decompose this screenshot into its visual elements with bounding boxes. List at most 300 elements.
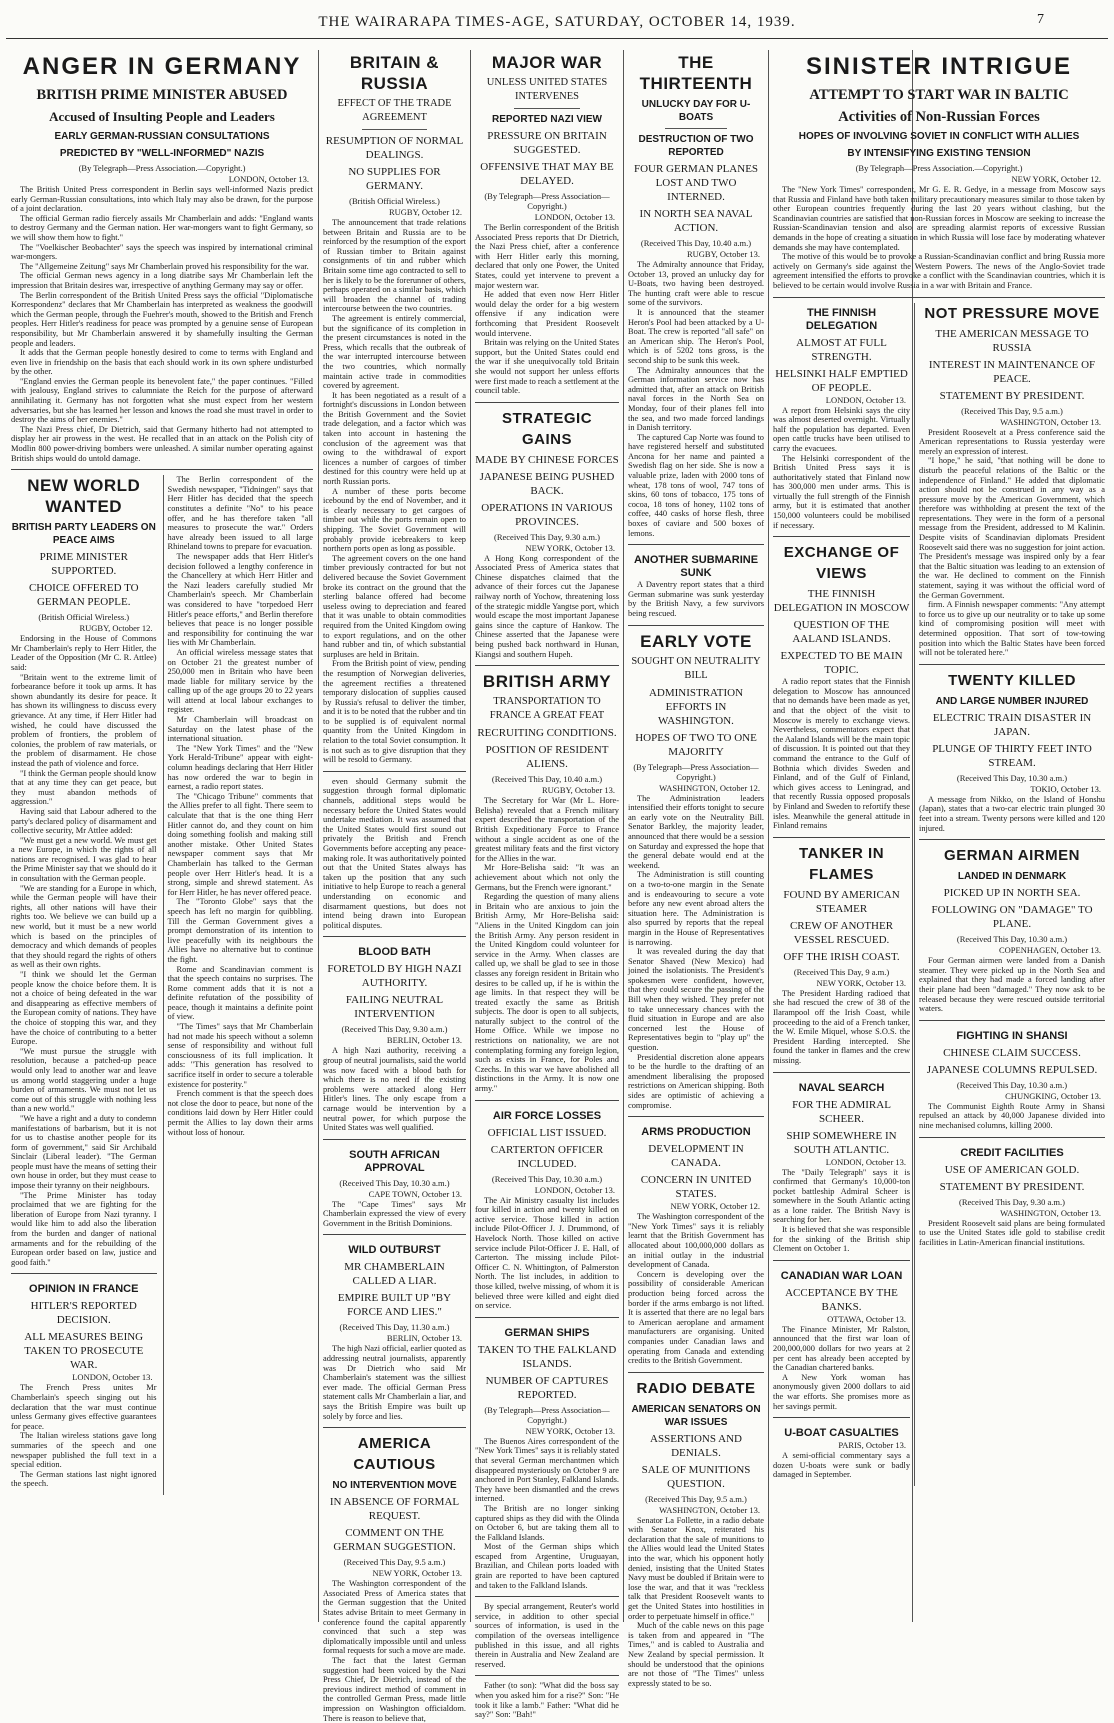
credit-line: (Received This Day, 9.30 a.m.) [341, 1024, 448, 1035]
dateline: WASHINGTON, October 13. [1000, 1207, 1101, 1218]
headline: THE THIRTEENTH [639, 53, 753, 93]
article-another-submarine-sunk [628, 544, 764, 618]
headline: TWENTY KILLED [948, 671, 1076, 689]
paragraph: Rome and Scandinavian comment is that the speech contains no surprises. The Rome comment adds that it is not a definite refutation of the possibility of peace, though it maintains a definite point of view. [167, 964, 313, 1022]
paragraph: Having said that Labour adhered to the party's declared policy of disarmament and collective security, Mr Attlee added: [11, 806, 157, 836]
paragraph: even should Germany submit the suggestion through formal diplomatic channels, additional steps would be necessary before the United States would undertake mediation. It was assumed that the United States would first sound out privately the British and French Governments before accepting any peace-making role. It was authoritatively pointed out that the United States always has taken up the position that any such initiative to help Europe to reach a general understanding on economic and disarmament questions, but does not intend being drawn into European political disputes. [323, 776, 466, 930]
paragraph: "I think we should let the German people know the choice before them. It is not a choice of being defeated in the war and disappearing as effective members of the European comity of nations. They have the choice of stopping this war, and they have the choice of contributing to a better Europe. [11, 970, 157, 1047]
headline: NOT PRESSURE MOVE [924, 304, 1100, 322]
paragraph: The Administration leaders intensified their efforts tonight to secure an early vote on the Neutrality Bill. Senator Barkley, the majority leader, announced that there would be a session on Saturday and expressed the hope that the general debate would end at the weekend. [628, 793, 764, 870]
article-body [323, 1344, 466, 1421]
deck: UNLUCKY DAY FOR U-BOATS [641, 99, 751, 123]
credit-line: (British Official Wireless.) [38, 612, 130, 623]
paragraph: The "New York Times" correspondent, Mr G. E. R. Gedye, in a message from Moscow says that Russia and Finland have both taken military precautionary measures similar to those taken by other European countries frequently during the last 20 years without clashing, but the Scandinavian countries are satisfied that non-Russian forces in Moscow are seeking to increase the Russian-Scandinavian tension and also are spreading alarmist reports of excessive Russian demands in the hope of creating a situation in which Russia will lose face by moderating whatever demands she may have contemplated. [773, 185, 1105, 252]
paragraph: The high Nazi official, earlier quoted as addressing neutral journalists, apparently was Dr Dietrich who said Mr Chamberlain's statement was the silliest ever made. The official German Press statement calls Mr Chamberlain a liar, and says the British Empire was built up solely by force and lies. [323, 1344, 466, 1421]
headline: CANADIAN WAR LOAN [780, 1269, 903, 1282]
article-body [323, 1200, 466, 1229]
paragraph: The Administration is still counting on a two-to-one margin in the Senate and is endeavouring to secure a vote before any new event abroad alters the situation here. The Administration is also spurred by reports that the repeal margin in the House of Representatives is narrowing. [628, 870, 764, 947]
paragraph: Britain was relying on the United States support, but the United States could end the war if she unequivocally told Britain she would not support her unless efforts were first made to reach a settlement at the council table. [475, 338, 619, 396]
article-continued [323, 771, 466, 931]
credit-line: (Received This Day, 10.40 a.m.) [491, 774, 603, 785]
article-body [773, 185, 1105, 291]
credit-line: (Received This Day, 10.30 a.m.) [956, 934, 1068, 945]
deck: NUMBER OF CAPTURES REPORTED. [485, 1374, 609, 1401]
article-new-world-wanted [11, 475, 157, 1267]
paragraph: It was revealed during the day that Senator Shaved (New Mexico) had joined the isolationists. The President's spokesmen were confident, however, that they could secure the passing of the Bill when they wished. They prefer not to take unnecessary chances with the fluid situation in Europe and are also concerned lest the House of Representatives begin to "play up" the question. [628, 947, 764, 1053]
deck: PRIME MINISTER SUPPORTED. [39, 551, 128, 578]
article-body [628, 794, 764, 1111]
deck: JAPANESE COLUMNS REPULSED. [926, 1063, 1098, 1076]
deck: DEVELOPMENT IN CANADA. [648, 1143, 744, 1170]
deck: HELSINKI HALF EMPTIED OF PEOPLE. [775, 367, 908, 394]
headline: CREDIT FACILITIES [960, 1146, 1064, 1159]
separator [514, 108, 580, 109]
paragraph: The Washington correspondent of the Associated Press of America states that the German suggestion that the United States advise Britain to meet Germany in conference found the capital apparently convinced that such a step was diplomatically impossible until and unless formal requests for such a move are made. [323, 1579, 466, 1656]
deck: PRESSURE ON BRITAIN SUGGESTED. [487, 130, 607, 156]
headline: SINISTER INTRIGUE [805, 53, 1073, 80]
credit-line: (Received This Day, 9.5 a.m.) [343, 1557, 446, 1568]
deck: AMERICAN SENATORS ON WAR ISSUES [631, 1403, 761, 1428]
deck: FAILING NEUTRAL INTERVENTION [345, 994, 444, 1021]
article-body [475, 1437, 619, 1591]
dateline: LONDON, October 13. [825, 1156, 907, 1167]
deck: RECRUITING CONDITIONS. [477, 727, 617, 740]
paragraph: The Italian wireless stations gave long summaries of the speech and one newspaper published the full text in a special edition. [11, 1431, 157, 1470]
paragraph: The British are no longer sinking captured ships as they did with the Olinda on October 6, but are taking them all to the Falkland Islands. [475, 1503, 619, 1542]
headline: THE FINNISH DELEGATION [805, 306, 878, 332]
paragraph: Presidential discretion alone appears to be the hurdle to the drafting of an amendment liberalising the proposed restrictions on American shipping. Both sides are optimistic of achieving a compromise. [628, 1052, 764, 1110]
article-wild-outburst [323, 1234, 466, 1421]
credit-line: (Received This Day, 10.30 a.m.) [491, 1173, 603, 1184]
paragraph: Concern is developing over the possibility of considerable American production being forced across the border if the arms embargo is not lifted. It is asserted that there are no legal bars to American aeroplane and armament manufacturers are organising. United companies under Canadian laws and operating from Canada and extending credits to the British Government. [628, 1269, 764, 1366]
filler-joke [475, 1675, 619, 1719]
article-body [11, 1383, 157, 1489]
deck: SALE OF MUNITIONS QUESTION. [641, 1463, 751, 1490]
masthead-rule [6, 38, 1108, 39]
paragraph: The "New York Times" and the "New York Herald-Tribune" appear with eight-column headings declaring that Herr Hitler has now ordered the war to begin in earnest, a radio report states. [167, 743, 313, 792]
column-rule [470, 50, 471, 1622]
article-body [323, 1579, 466, 1723]
dateline: WASHINGTON, October 13. [1000, 416, 1101, 427]
dateline: RUGBY, October 12. [388, 207, 462, 217]
deck: SOUGHT ON NEUTRALITY BILL [631, 655, 761, 681]
article-german-airmen [919, 839, 1105, 1014]
deck: COMMENT ON THE GERMAN SUGGESTION. [333, 1527, 456, 1554]
article-body [919, 956, 1105, 1014]
newspaper-title: THE WAIRARAPA TIMES-AGE, SATURDAY, OCTOBER 14, 1939. [318, 14, 796, 30]
deck: OPERATIONS IN VARIOUS PROVINCES. [481, 501, 613, 528]
headline: ANGER IN GERMANY [22, 53, 302, 80]
deck: CHOICE OFFERED TO GERMAN PEOPLE. [28, 582, 139, 609]
deck: EMPIRE BUILT UP "BY FORCE AND LIES." [337, 1292, 452, 1319]
deck: FOUND BY AMERICAN STEAMER [783, 888, 900, 915]
headline: NAVAL SEARCH [798, 1081, 885, 1094]
headline: RADIO DEBATE [636, 1379, 756, 1397]
article-body [475, 223, 619, 396]
paragraph: Mr Hore-Belisha said: "It was an achievement about which not only the Germans, but the French were ignorant." [475, 863, 619, 892]
article-not-pressure-move [919, 303, 1105, 658]
credit-line: (Received This Day, 9.30 a.m.) [959, 1196, 1065, 1207]
deck: NO INTERVENTION MOVE [332, 1480, 457, 1492]
column-rule [623, 50, 624, 1622]
paragraph: Four German airmen were landed from a Danish steamer. They were picked up in the North Sea and explained that they had made a forced landing after their plane had been "damaged." They now ask to be released because they were rescued outside territorial waters. [919, 956, 1105, 1014]
deck: MR CHAMBERLAIN CALLED A LIAR. [344, 1261, 445, 1288]
deck: CARTERTON OFFICER INCLUDED. [490, 1143, 604, 1170]
deck: NO SUPPLIES FOR GERMANY. [348, 166, 441, 192]
article-body [919, 795, 1105, 833]
column-1 [8, 52, 316, 1622]
paragraph: The "Allgemeine Zeitung" says Mr Chamberlain proved his responsibility for the war. [20, 261, 309, 271]
article-fighting-in-shansi [919, 1020, 1105, 1131]
paragraph: It is announced that the steamer Heron's Pool had been attacked by a U-Boat. The crew is reported "all safe" on an American ship. The Heron's Pool, which is of 5202 tons gross, is the second ship to be sunk this week. [628, 307, 764, 365]
deck: INTEREST IN MAINTENANCE OF PEACE. [928, 358, 1096, 385]
headline: OPINION IN FRANCE [29, 1283, 139, 1296]
paragraph: The captured Cap Norte was found to have registered herself and substituted Ancona for her name and painted a Swedish flag on her side. She is now a valuable prize, laden with 2000 tons of wheat, 178 tons of wool, 747 tons of skins, 60 tons of tobacco, 175 tons of cocoa, 18 tons of honey, 1102 tons of coffee, 440 casks of horse flesh, three boxes of caviare and 500 boxes of lemons. [628, 432, 764, 538]
paragraph: The Nazi Press chief, Dr Dietrich, said that Germany hitherto had not attempted to display her air prowess in the west. He recalled that in an attack on the Polish city of Modlin 800 power-driving bombers were unleashed. A similar number operating against British ships would do untold damage. [11, 424, 313, 463]
paragraph: "We must get a new world. We must get a new Europe, in which the rights of all nations are recognised. I was glad to hear the Prime Minister say that we should do it in consultation with the German people. [11, 835, 157, 884]
deck: ELECTRIC TRAIN DISASTER IN JAPAN. [932, 711, 1092, 738]
deck: THE FINNISH DELEGATION IN MOSCOW [773, 588, 910, 615]
deck: USE OF AMERICAN GOLD. [944, 1163, 1080, 1176]
deck: OFFENSIVE THAT MAY BE DELAYED. [480, 161, 614, 187]
article-u-boat-casualties [773, 1417, 910, 1480]
deck: BRITISH PARTY LEADERS ON PEACE AIMS [11, 522, 156, 547]
article-opinion-in-france [11, 1273, 157, 1489]
paragraph: The motive of this would be to provoke a Russian-Scandinavian conflict and bring Russia more actively on Germany's side against the Western Powers. The news of the Anglo-Soviet trade agreement intensified the efforts to provoke a conflict with the Scandinavian countries, which it is believed to be certain would involve Russia in a war with Britain and France. [773, 252, 1105, 290]
paragraph: The "Daily Telegraph" says it is confirmed that Germany's 10,000-ton pocket battleship Admiral Scheer is somewhere in the South Atlantic acting as a lone raider. The British Navy is searching for her. [773, 1167, 911, 1225]
deck: POSITION OF RESIDENT ALIENS. [485, 744, 609, 771]
paragraph: firm. A Finnish newspaper comments: "Any attempt to force us to give up our neutrality or to take up some kind of compromising position will meet with determined opposition. That sort of tow-towing position into which the Baltic States have been forced will not be tolerated here." [919, 600, 1105, 658]
paragraph: By special arrangement, Reuter's world service, in addition to other special sources of information, is used in the compilation of the overseas intelligence published in this issue, and all rights therein in Australia and New Zealand are reserved. [475, 1602, 619, 1669]
article-german-ships [475, 1317, 619, 1591]
paragraph: A message from Nikko, on the Island of Honshu (Japan), states that a two-car electric train plunged 30 feet into a stream. Twenty persons were killed and 120 injured. [919, 794, 1105, 833]
notice-special-arrangement [475, 1596, 619, 1669]
article-body [475, 554, 619, 660]
paragraph: The Secretary for War (Mr L. Hore-Belisha) revealed that a French military expert described the transportation of the British Expeditionary Force to France without a single accident as one of the greatest military feats and the first victory for the Allies in the war. [475, 796, 619, 863]
deck: IN NORTH SEA NAVAL ACTION. [639, 208, 753, 234]
paragraph: The Berlin correspondent of the British United Press says the official "Diplomatische Korrespondenz" declares that Mr Chamberlain has interpreted as weakness the goodwill which the German people, through the Fuehrer's mouth, showed to the British and French peoples. Herr Hitler's readiness for peace was prompted by a genuine sense of European responsibility, but Mr Chamberlain answered it by shamefully insulting the German people and leaders. [11, 290, 313, 348]
article-body [11, 634, 157, 1267]
joke-text: Father (to son): "What did the boss say when you asked him for a rise?" Son: "He took it like a lamb." Father: "What did he say?" Son: "Bah!" [475, 1681, 619, 1720]
article-britain-russia [323, 52, 466, 765]
dateline: WASHINGTON, October 13. [659, 1504, 760, 1515]
deck: Activities of Non-Russian Forces [838, 109, 1040, 125]
article-twenty-killed [919, 664, 1105, 833]
paragraph: "I hope," he said, "that nothing will be done to disturb the peaceful relations of the Baltic or the independence of Finland." He added that diplomatic action should not be construed in any way as a pressure move by the American Government, which therefore was withholding at present the text of the representations. They were in the form of a personal message from the President, addressed to M Kalinin. Despite visits of Scandinavian diplomats President Roosevelt said there was no suggestion for joint action. The President's message was inspired only by a fear that the Baltic situation was leading to an extension of the war. He declined to comment on the Finnish statement, saying it was without the official word of the German Government. [919, 456, 1105, 600]
dateline: NEW YORK, October 12. [670, 1201, 760, 1212]
deck: ALL MEASURES BEING TAKEN TO PROSECUTE WAR. [24, 1331, 144, 1372]
paragraph: The "Toronto Globe" says that the speech has left no margin for quibbling. Till the German Government gives a prompt demonstration of its intention to live peacefully with its neighbours the Allies have no alternative but to continue the fight. [167, 897, 313, 964]
paragraph: The Air Ministry casualty list includes four killed in action and twenty killed on active service. Those killed in action include Pilot-Officer J. J. Drummond, of Havelock North. Those killed on active service include Pilot-Officer J. E. Hall, of Carterton. The missing include Pilot-Officer C. N. Whittington, of Palmerston North. The list includes, in addition to those killed, twelve missing, of whom it is believed three were killed and eight died on service. [475, 1195, 619, 1311]
sub-column [914, 303, 1105, 1486]
paragraph: The agreement covers on the one hand timber previously contracted for but not delivered because the Soviet Government broke its contract on the ground that the sterling balance offered had become useless owing to depreciation and feared that it was unable to obtain commodities required from the United Kingdom owing to export regulations, and on the other hand rubber and tin, of which substantial surpluses are held in Britain. [323, 553, 466, 659]
dateline: CHUNGKING, October 13. [1005, 1090, 1101, 1101]
headline: BLOOD BATH [358, 946, 431, 959]
paragraph: The official German news agency in a long diatribe says Mr Chamberlain left the impression that Britain desires war, irrespective of anything Germany may say or offer. [11, 271, 313, 290]
subheadline: ATTEMPT TO START WAR IN BALTIC [809, 87, 1069, 103]
credit-line: (Received This Day, 11.30 a.m.) [339, 1322, 450, 1333]
dateline: RUGBY, October 13. [686, 249, 760, 259]
deck: FOR THE ADMIRAL SCHEER. [792, 1098, 891, 1125]
paragraph: The announcement that trade relations between Britain and Russia are to be reinforced by the resumption of the export of Russian timber to Britain against consignments of tin and rubber which Britain some time ago contracted to sell to her is likely to be the forerunner of others, perhaps operated on a similar basis, which will broaden the channel of trading intercourse between the two countries. [323, 218, 466, 314]
deck: BY INTENSIFYING EXISTING TENSION [847, 148, 1031, 159]
deck: STATEMENT BY PRESIDENT. [939, 389, 1085, 402]
headline: TANKER IN FLAMES [798, 844, 885, 883]
article-major-war [475, 52, 619, 396]
paragraph: The Finance Minister, Mr Ralston, announced that the first war loan of 200,000,000 dollars for two years at 2 per cent has already been accepted by the Canadian chartered banks. [773, 1324, 911, 1373]
headline: ARMS PRODUCTION [641, 1126, 751, 1139]
subheadline: BRITISH PRIME MINISTER ABUSED [36, 87, 288, 103]
paragraph: The Washington correspondent of the "New York Times" says it is reliably learnt that the British Government has allocated about 100,000,000 dollars as an initial outlay in the industrial development of Canada. [628, 1212, 764, 1270]
deck: FOUR GERMAN PLANES LOST AND TWO INTERNED. [633, 163, 759, 203]
article-body [919, 1102, 1105, 1131]
deck: HITLER'S REPORTED DECISION. [30, 1300, 137, 1327]
credit-line: (British Official Wireless.) [349, 196, 440, 206]
dateline: RUGBY, October 12. [79, 623, 153, 634]
dateline: NEW YORK, October 13. [372, 1568, 462, 1579]
headline: ANOTHER SUBMARINE SUNK [633, 554, 759, 580]
deck: REPORTED NAZI VIEW [491, 114, 602, 125]
paragraph: "Britain went to the extreme limit of forbearance before it took up arms. It has shown abundantly its desire for peace. It has shown its willingness to discuss every grievance. At any time, if Herr Hitler had wished, he could have discussed the problem of frontiers, the problem of colonies, the problem of raw materials, or the problem of disarmament. He chose instead the path of violence and force. [11, 672, 157, 768]
article-body [11, 185, 313, 463]
credit-line: (Received This Day, 10.30 a.m.) [956, 772, 1068, 783]
article-tanker-in-flames [773, 837, 910, 1066]
article-body [475, 796, 619, 1093]
deck: Accused of Insulting People and Leaders [49, 109, 275, 124]
column-2 [320, 52, 469, 1723]
dateline: LONDON, October 13. [825, 394, 907, 405]
headline: GERMAN SHIPS [504, 1326, 590, 1339]
article-body [773, 1168, 910, 1254]
paragraph: President Roosevelt said plans are being formulated to use the United States idle gold to stabilise credit facilities in Latin-American financial institutions. [919, 1218, 1105, 1247]
article-body [475, 1196, 619, 1311]
paragraph: President Roosevelt at a Press conference said the American representations to Russia yesterday were merely an expression of interest. [919, 427, 1105, 456]
article-strategic-gains [475, 402, 619, 660]
dateline: OTTAWA, October 13. [827, 1313, 907, 1324]
dateline: NEW YORK, October 13. [816, 977, 907, 988]
dateline: NEW YORK, October 13. [525, 542, 615, 553]
deck: STATEMENT BY PRESIDENT. [939, 1180, 1085, 1193]
sub-column [773, 303, 910, 1486]
dateline: BERLIN, October 13. [386, 1333, 462, 1344]
headline: NEW WORLD WANTED [27, 476, 141, 517]
article-air-force-losses [475, 1100, 619, 1311]
article-body [773, 677, 910, 831]
deck: CREW OF ANOTHER VESSEL RESCUED. [789, 919, 894, 946]
deck: OFFICIAL LIST ISSUED. [487, 1126, 607, 1139]
paragraph: It adds that the German people honestly desired to come to terms with England and even live in friendship on the basis that each should work in its own sphere undisturbed by the other. [11, 348, 313, 377]
article-body [773, 989, 910, 1066]
credit-line: (Received This Day, 10.40 a.m.) [640, 238, 752, 248]
deck: HOPES OF TWO TO ONE MAJORITY [635, 731, 757, 758]
headline: BRITISH ARMY [482, 672, 612, 692]
dateline: WASHINGTON, October 12. [659, 782, 760, 793]
paragraph: Senator La Follette, in a radio debate with Senator Knox, reiterated his declaration that the sale of munitions to the Allies would lead the United States into the war, which his opponent hotly denied, insisting that the United States Navy must be doubled if Britain were to lose the war, and that it was "reckless talk that President Roosevelt wants to get the United States into hostilities in order to perpetuate himself in office." [628, 1515, 764, 1621]
dateline: LONDON, October 13. [228, 174, 309, 184]
article-naval-search [773, 1072, 910, 1254]
dateline: LONDON, October 13. [534, 212, 615, 222]
dateline: COPENHAGEN, October 13. [999, 945, 1101, 956]
paragraph: "We have a right and a duty to condemn manifestations of barbarism, but it is not for us to chastise another people for its form of government," said Sir Archibald Sinclair (Liberal leader). "The German people must have the means of setting their own house in order, but they must cease to impose their tyranny on their neighbours. [11, 1113, 157, 1191]
deck: JAPANESE BEING PUSHED BACK. [479, 470, 615, 497]
paragraph: The agreement is entirely commercial, but the significance of its completion in the present circumstances is noted in the Press, which recalls that the outbreak of the war interrupted intercourse between the two countries, which normally maintain active trade in commodities covered by agreement. [323, 313, 466, 391]
paragraph: The "Cape Times" says Mr Chamberlain expressed the view of every Government in the British Dominions. [323, 1199, 466, 1228]
article-body [773, 1451, 910, 1480]
paragraph: A high Nazi authority, receiving a group of neutral journalists, said the world was now faced with a blood bath for which there is no need if the existing problems were attacked along Herr Hitler's lines. The only escape from a carnage would be intervention by a neutral power, for which purpose the United States was well qualified. [323, 1046, 466, 1133]
paragraph: The President Harding radioed that she had rescued the crew of 38 of the Ilarampool off the Irish Coast, while proceeding to the aid of a French tanker, the W. Emile Miquel, whose S.O.S. the President Harding intercepted. She found the tanker in flames and the crew missing. [773, 988, 911, 1065]
headline: FIGHTING IN SHANSI [956, 1029, 1068, 1042]
deck: ASSERTIONS AND DENIALS. [650, 1432, 742, 1459]
credit-line: (Received This Day, 9.5 a.m.) [961, 405, 1063, 416]
article-sinister-intrigue [773, 52, 1105, 291]
article-body [919, 1219, 1105, 1248]
credit-line: (By Telegraph—Press Association—Copyright.) [484, 191, 610, 211]
paragraph: A Daventry report states that a third German submarine was sunk yesterday by the British Navy, a few survivors being rescued. [628, 580, 764, 618]
deck: ACCEPTANCE BY THE BANKS. [785, 1286, 898, 1313]
credit-line: (Received This Day, 9.5 a.m.) [645, 1493, 747, 1504]
article-arms-production [628, 1116, 764, 1366]
paragraph: Most of the German ships which escaped from Argentine, Uruguayan, Brazilian, and Chilean ports loaded with grain are reported to have been captured and taken to the Falkland Islands. [475, 1542, 619, 1590]
article-early-vote [628, 625, 764, 1111]
deck: OFF THE IRISH COAST. [783, 950, 900, 963]
paragraph: From the British point of view, pending the resumption of Norwegian deliveries, the agreement rectifies a threatened temporary dislocation of supplies caused by Russia's refusal to deliver the timber, and it is to be noted that the rubber and tin to be supplied is of equivalent normal quantity from the United Kingdom in relation to the total Soviet consumption. It is not such as to give disruption that they will be resold to Germany. [323, 659, 466, 765]
paragraph: The Admiralty announce that Friday, October 13, proved an unlucky day for U-Boats, two having been destroyed. The hunting craft were able to rescue some of the survivors. [628, 260, 764, 308]
deck: IN ABSENCE OF FORMAL REQUEST. [329, 1496, 460, 1523]
deck: THE AMERICAN MESSAGE TO RUSSIA [935, 327, 1089, 354]
dateline: NEW YORK, October 12. [1011, 174, 1101, 184]
paragraph: A radio report states that the Finnish delegation to Moscow has announced that no demands have been made as yet, and that the object of the visit to Moscow is merely to exchange views. Nevertheless, commentators expect that the Aaland Islands will be the main topic of discussion. It is pointed out that they command the entrance to the Gulf of Bothnia which divides Sweden and Finland, and of the Gulf of Finland, which gives access to Leningrad, and that recently Russia opposed proposals by Finland and Sweden to refortify these isles. Meanwhile the general attitude in Finland remains [773, 677, 911, 831]
deck: FOLLOWING ON "DAMAGE" TO PLANE. [931, 904, 1093, 931]
deck: ALMOST AT FULL STRENGTH. [796, 336, 887, 363]
headline: WILD OUTBURST [348, 1244, 441, 1257]
deck: PREDICTED BY "WELL-INFORMED" NAZIS [59, 148, 265, 159]
deck: TRANSPORTATION TO FRANCE A GREAT FEAT [489, 696, 605, 722]
paragraph: A Hong Kong correspondent of the Associated Press of America states that Chinese dispatches claimed that the advance of their forces cut the Japanese railway north of Yochow, threatening loss of the strategic middle Yangtse port, which would escape the most important Japanese gains since the capture of Hankow. The Chinese asserted that the Japanese were being pushed back northward in Hunan, Kiangsi and southern Hupeh. [475, 553, 619, 659]
credit-line: (By Telegraph—Press Association—Copyright.) [633, 761, 759, 782]
deck: AND LARGE NUMBER INJURED [935, 695, 1089, 707]
separator [362, 129, 428, 130]
headline: U-BOAT CASUALTIES [784, 1427, 899, 1440]
deck: EXPECTED TO BE MAIN TOPIC. [780, 650, 903, 677]
credit-line: (Received This Day, 9.30 a.m.) [494, 531, 600, 542]
deck: MADE BY CHINESE FORCES [475, 453, 619, 466]
column-4 [625, 52, 767, 1688]
notice-body [475, 1602, 619, 1669]
paragraph: He added that even now Herr Hitler would delay the order for a big western offensive if any indication were forthcoming that President Roosevelt would intervene. [475, 290, 619, 338]
article-body [773, 1325, 910, 1411]
article-body [628, 580, 764, 618]
paragraph: A report from Helsinki says the city was almost deserted overnight. Virtually half the population has departed. Even open cattle trucks have been utilised to carry the evacuees. [773, 405, 911, 453]
dateline: CAPE TOWN, October 13. [368, 1188, 462, 1199]
paragraph: "We are standing for a Europe in which, while the German people will have their rights, all other nations will have their rights too. We believe we can build up a new world, but it must be a new world which is based on the principles of democracy and which demands of peoples that they should regard the rights of others as well as their own rights. [11, 883, 157, 970]
paragraph: The "Voelkischer Beobachter" says the speech was inspired by international criminal war-mongers. [11, 242, 313, 262]
paragraph: The Helsinki correspondent of the British United Press says it is authoritatively stated that Finland now has 300,000 men under arms. This is virtually the full strength of the Finnish army, but it is estimated that another 150,000 volunteers could be mobilised if necessary. [773, 453, 911, 530]
article-america-cautious [323, 1427, 466, 1723]
paragraph: It is believed that she was responsible for the sinking of the British ship Clement on October 1. [773, 1225, 911, 1254]
paragraph: The Buenos Aires correspondent of the "New York Times" says it is reliably stated that several German merchantmen which disappeared mysteriously on October 9 are anchored in Port Stanley, Falkland Islands. They have been dismantled and the crews interned. [475, 1436, 619, 1504]
sub-column [11, 475, 157, 1495]
headline: BRITAIN & RUSSIA [349, 53, 440, 93]
dateline: PARIS, October 13. [838, 1440, 907, 1451]
article-body [323, 777, 466, 931]
deck: DESTRUCTION OF TWO REPORTED [638, 134, 754, 158]
deck: CHINESE CLAIM SUCCESS. [943, 1046, 1081, 1059]
dateline: RUGBY, October 13. [541, 785, 615, 796]
deck: EFFECT OF THE TRADE AGREEMENT [337, 98, 452, 123]
headline: EXCHANGE OF VIEWS [783, 544, 900, 583]
column-5-6 [770, 52, 1108, 1622]
headline: STRATEGIC GAINS [501, 409, 593, 448]
paragraph: The newspaper adds that Herr Hitler's decision followed a lengthy conference in the Chancellery at which Herr Hitler and the Nazi leaders carefully studied Mr Chamberlain's speech. Mr Chamberlain was considered to have "torpedoed Herr Hitler's peace efforts," and Berlin therefore believes that peace is no longer possible and responsibility for continuing the war lies with Mr Chamberlain. [167, 551, 313, 648]
deck: SHIP SOMEWHERE IN SOUTH ATLANTIC. [786, 1129, 897, 1156]
dateline: LONDON, October 13. [534, 1184, 615, 1195]
credit-line: (By Telegraph—Press Association—Copyright.) [484, 1404, 610, 1425]
article-exchange-of-views [773, 536, 910, 831]
sub-column [163, 475, 314, 1495]
article-credit-facilities [919, 1137, 1105, 1248]
masthead [0, 0, 1114, 40]
paragraph: "The Prime Minister has today proclaimed that we are fighting for the liberation of Europe from Nazi tyranny. I would like him to add also the liberation from the burden and danger of national armaments and for the rebuilding of the European order based on law, justice and good faith." [11, 1190, 157, 1267]
paragraph: French comment is that the speech does not close the door to peace, but none of the conditions laid down by Herr Hitler could permit the Allies to lay down their arms without loss of honour. [167, 1089, 313, 1137]
paragraph: "The Times" says that Mr Chamberlain had not made his speech without a solemn sense of responsibility and without full consciousness of its full implication. It adds: "This generation has resolved to sacrifice itself in order to secure a tolerable existence for posterity." [167, 1022, 313, 1089]
dateline: TOKIO, October 13. [1030, 783, 1101, 794]
paragraph: The fact that the latest German suggestion had been voiced by the Nazi Press Chief, Dr Dietrich, instead of the previous indirect method of comment in the controlled German Press, made little impression on Washington officialdom. There is reason to believe that, [323, 1655, 466, 1723]
column-3 [472, 52, 622, 1720]
article-body-continued [168, 475, 314, 1137]
paragraph: The Communist Eighth Route Army in Shansi repulsed an attack by 40,000 Japanese divided into nine mechanised columns, killing 2000. [919, 1101, 1105, 1130]
paragraph: The French Press unites Mr Chamberlain's speech singing out his declaration that the war must continue unless Germany gives effective guarantees for peace. [11, 1383, 157, 1431]
paragraph: "England envies the German people its benevolent fate," the paper continues. "Filled with jealousy, England strives to calumniate the Reich for the purpose of afterward annihilating it. Germany has not forgotten what she must expect from her western adversaries, but she has learned her lesson and knows the road she must travel in order to destroy the aims of her enemies." [11, 376, 313, 425]
deck: PLUNGE OF THIRTY FEET INTO STREAM. [932, 742, 1092, 769]
credit-line: (Received This Day, 9 a.m.) [793, 966, 890, 977]
headline: GERMAN AIRMEN [944, 847, 1080, 865]
separator [665, 128, 728, 129]
page-number: 7 [1037, 12, 1044, 27]
paragraph: The official German radio fiercely assails Mr Chamberlain and adds: "England wants to destroy Germany and the German nation. Her war-mongers want to fight Germany, so we will show them how to fight." [11, 213, 313, 242]
credit-line: (Received This Day, 10.30 a.m.) [956, 1079, 1068, 1090]
credit-line: (Received This Day, 10.30 a.m.) [339, 1177, 450, 1188]
paragraph: A number of these ports become icebound by the end of November, and it is clearly necessary to get cargoes of timber out while the ports remain open to shipping. The Soviet Government will probably provide icebreakers to keep northern ports open as long as possible. [323, 486, 466, 554]
paragraph: A semi-official commentary says a dozen U-boats were sunk or badly damaged in September. [773, 1451, 911, 1480]
article-body [323, 218, 466, 765]
dateline: LONDON, October 13. [72, 1372, 153, 1383]
article-blood-bath [323, 936, 466, 1132]
headline: AMERICA CAUTIOUS [353, 1435, 436, 1474]
column-rule [768, 50, 769, 1622]
article-the-thirteenth [628, 52, 764, 538]
paragraph: The "Chicago Tribune" comments that the Allies prefer to all fight. There seem to calculate that that is the one thing Herr Hitler cannot do, and they count on him doing something foolish and making still another mistake. Other United States newspaper comment says that Mr Chamberlain has talked to the German people over Herr Hitler's head. It is a strong, simple and shrewd statement. As for Herr Hitler, he has never offered peace. [167, 791, 313, 897]
paragraph: "I think the German people should know that at any time they can get peace, but they must abandon methods of aggression." [11, 768, 157, 807]
deck: PICKED UP IN NORTH SEA. [943, 887, 1081, 900]
paragraph: It has been negotiated as a result of a fortnight's discussions in London between the British Government and the Soviet trade delegation, and a factor which was taken into account in hastening the conclusion of the agreement was that owing to the withdrawal of export licences a number of cargoes of timber destined for this country were held up at north Russian ports. [323, 390, 466, 487]
paragraph: The Berlin correspondent of the British Associated Press reports that Dr Dietrich, the Nazi Press chief, after a conference with Herr Hitler early this morning, declared that only one Power, the United States, could yet intervene to prevent a major western war. [475, 223, 619, 290]
paragraph: Endorsing in the House of Commons Mr Chamberlain's reply to Herr Hitler, the Leader of the Opposition (Mr C. R. Attlee) said: [11, 634, 157, 672]
dateline: NEW YORK, October 13. [525, 1425, 615, 1436]
article-body [628, 1212, 764, 1366]
headline: EARLY VOTE [640, 631, 752, 651]
credit-line: (By Telegraph—Press Association.—Copyright.) [855, 163, 1023, 173]
headline: MAJOR WAR [491, 53, 603, 72]
paragraph: Mr Chamberlain will broadcast on Saturday on the latest phase of the international situation. [167, 715, 313, 744]
paragraph: A New York woman has anonymously given 2000 dollars to aid the war efforts. She promises more as her savings permit. [773, 1372, 911, 1411]
paragraph: "We must pursue the struggle with resolution, because a patched-up peace would only lead to another war and leave us among world staggering under a huge burden of armaments. We must not let us come out of this struggle with nothing less than a new world." [11, 1046, 157, 1114]
deck: LANDED IN DENMARK [957, 871, 1067, 883]
deck: ADMINISTRATION EFFORTS IN WASHINGTON. [648, 686, 744, 727]
article-body [628, 260, 764, 538]
article-canadian-war-loan [773, 1260, 910, 1411]
deck: FORETOLD BY HIGH NAZI AUTHORITY. [327, 963, 462, 990]
article-body [323, 1046, 466, 1132]
